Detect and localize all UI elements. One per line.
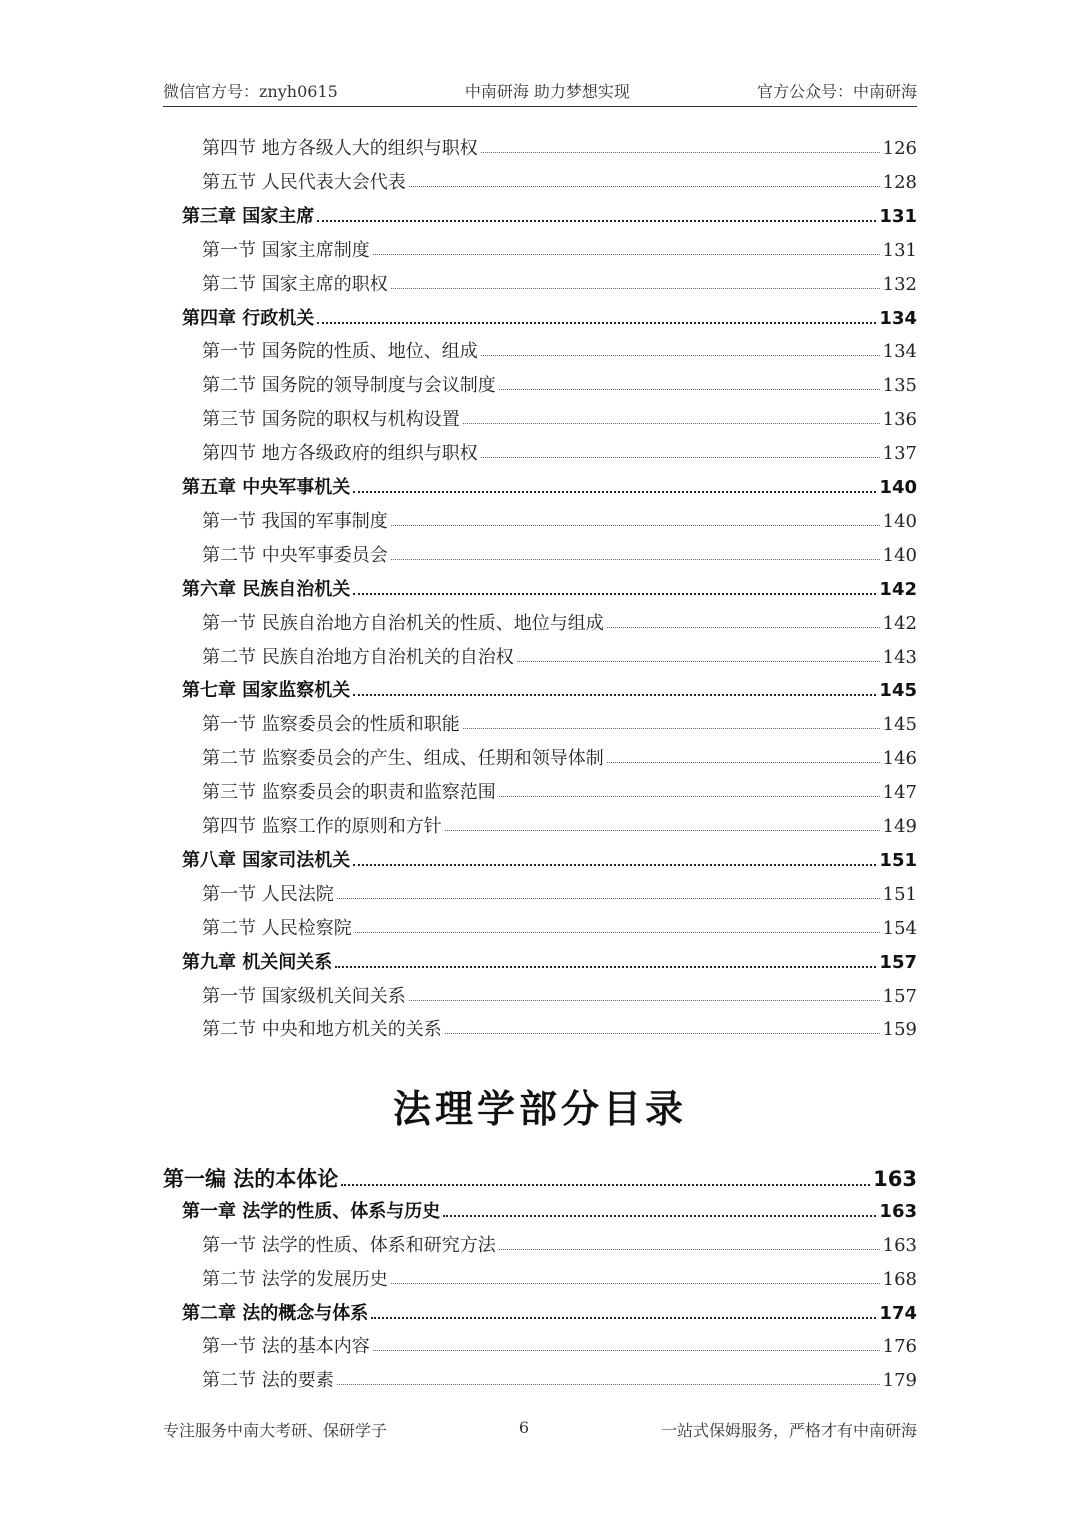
toc-entry-label: 第五节 人民代表大会代表: [202, 171, 406, 193]
toc-entry-label: 第二节 国家主席的职权: [202, 273, 388, 295]
toc-leader-dots: [607, 609, 880, 628]
toc-entry-sec: [202, 744, 917, 774]
toc-entry-page: 163: [882, 1235, 917, 1256]
toc-leader-dots: [607, 744, 880, 763]
toc-entry-page: 142: [882, 612, 917, 634]
toc-entry-label: 第一节 监察委员会的性质和职能: [202, 714, 460, 736]
toc-entry-label: 第一节 民族自治地方自治机关的性质、地位与组成: [202, 612, 604, 634]
toc-entry-ch: [182, 948, 917, 978]
toc-leader-dots: [445, 1015, 880, 1034]
toc-entry-sec: [202, 1231, 917, 1261]
toc-entry-ch: [182, 1299, 917, 1329]
toc-entry-sec: [202, 982, 917, 1012]
toc-entry-ch: [182, 1197, 917, 1227]
toc-entry-page: 176: [882, 1336, 917, 1357]
toc-entry-sec: [202, 134, 917, 164]
toc-leader-dots: [355, 914, 880, 933]
toc-entry-part: [163, 1162, 917, 1196]
toc-leader-dots: [317, 202, 876, 222]
toc-leader-dots: [481, 439, 880, 458]
toc-entry-label: 第一节 国家级机关间关系: [202, 985, 406, 1007]
page-number: 6: [518, 1418, 530, 1437]
toc-entry-page: 145: [882, 714, 917, 736]
toc-leader-dots: [463, 710, 880, 729]
toc-entry-page: 159: [882, 1019, 917, 1041]
toc-entry-label: 第二节 法的要素: [202, 1370, 334, 1391]
toc-leader-dots: [353, 575, 876, 595]
toc-leader-dots: [409, 982, 880, 1001]
toc-entry-page: 179: [882, 1370, 917, 1391]
toc-leader-dots: [371, 1299, 876, 1319]
toc-entry-label: 第二节 人民检察院: [202, 917, 352, 939]
toc-entry-page: 168: [882, 1269, 917, 1290]
section-heading: 法理学部分目录: [392, 1087, 687, 1131]
toc-leader-dots: [499, 371, 880, 390]
toc-entry-sec: [202, 439, 917, 469]
toc-leader-dots: [481, 337, 880, 356]
toc-entry-page: 131: [882, 239, 917, 261]
toc-entry-label: 第六章 民族自治机关: [182, 578, 351, 600]
toc-leader-dots: [391, 541, 880, 560]
toc-entry-sec: [202, 507, 917, 537]
toc-entry-sec: [202, 541, 917, 571]
footer-right: 一站式保姆服务，严格才有中南研海: [660, 1421, 917, 1440]
toc-entry-label: 第三节 国务院的职权与机构设置: [202, 409, 460, 431]
toc-entry-label: 第一编 法的本体论: [163, 1167, 339, 1191]
toc-entry-label: 第一章 法学的性质、体系与历史: [182, 1201, 441, 1222]
toc-entry-sec: [202, 609, 917, 639]
toc-entry-label: 第二节 民族自治地方自治机关的自治权: [202, 646, 514, 668]
toc-entry-sec: [202, 643, 917, 673]
toc-entry-page: 143: [882, 646, 917, 668]
toc-entry-label: 第四节 地方各级人大的组织与职权: [202, 138, 478, 159]
toc-leader-dots: [373, 236, 880, 255]
toc-entry-page: 151: [882, 883, 917, 905]
toc-entry-sec: [202, 1015, 917, 1045]
toc-entry-label: 第四节 地方各级政府的组织与职权: [202, 443, 478, 465]
toc-entry-sec: [202, 371, 917, 401]
toc-entry-page: 145: [879, 680, 917, 702]
toc-entry-page: 134: [882, 341, 917, 363]
toc-entry-page: 163: [873, 1167, 917, 1191]
toc-entry-label: 第一节 法学的性质、体系和研究方法: [202, 1235, 496, 1256]
toc-entry-sec: [202, 812, 917, 842]
toc-entry-label: 第一节 法的基本内容: [202, 1336, 370, 1357]
toc-entry-label: 第七章 国家监察机关: [182, 680, 351, 702]
page-footer: [163, 1418, 917, 1441]
toc-entry-page: 149: [882, 816, 917, 837]
toc-entry-sec: [202, 1265, 917, 1295]
toc-entry-label: 第二节 法学的发展历史: [202, 1269, 388, 1290]
toc-entry-label: 第五章 中央军事机关: [182, 477, 351, 498]
toc-leader-dots: [353, 676, 876, 696]
toc-entry-page: 157: [882, 985, 917, 1007]
toc-entry-ch: [182, 846, 917, 876]
toc-entry-label: 第四节 监察工作的原则和方针: [202, 816, 442, 837]
toc-entry-page: 140: [882, 544, 917, 566]
toc-entry-label: 第二节 监察委员会的产生、组成、任期和领导体制: [202, 748, 604, 770]
toc-entry-page: 147: [882, 782, 917, 804]
toc-entry-label: 第二节 中央军事委员会: [202, 544, 388, 566]
toc-leader-dots: [391, 1265, 880, 1284]
toc-leader-dots: [335, 948, 876, 968]
toc-entry-ch: [182, 304, 917, 334]
toc-entry-page: 174: [879, 1303, 917, 1324]
toc-leader-dots: [317, 304, 876, 324]
toc-entry-page: 135: [882, 375, 917, 397]
toc-leader-dots: [391, 507, 880, 526]
toc-entry-label: 第一节 我国的军事制度: [202, 510, 388, 532]
toc-entry-page: 126: [882, 138, 917, 159]
toc-entry-sec: [202, 236, 917, 266]
toc-leader-dots: [341, 1162, 870, 1186]
toc-entry-ch: [182, 676, 917, 706]
toc-leader-dots: [443, 1197, 876, 1217]
toc-leader-dots: [409, 168, 880, 187]
toc-entry-label: 第九章 机关间关系: [182, 951, 333, 973]
toc-entry-sec: [202, 880, 917, 910]
toc-leader-dots: [337, 1366, 880, 1385]
toc-entry-label: 第一节 国家主席制度: [202, 239, 370, 261]
toc-entry-label: 第一节 人民法院: [202, 883, 334, 905]
toc-entry-sec: [202, 337, 917, 367]
toc-entry-page: 134: [879, 307, 917, 329]
toc-leader-dots: [353, 473, 876, 493]
toc-entry-ch: [182, 202, 917, 232]
toc-entry-page: 132: [882, 273, 917, 295]
toc-leader-dots: [463, 405, 880, 424]
toc-entry-page: 131: [879, 205, 917, 227]
toc-leader-dots: [391, 270, 880, 289]
toc-entry-sec: [202, 168, 917, 198]
toc-entry-page: 157: [879, 951, 917, 973]
toc-entry-label: 第三章 国家主席: [182, 205, 315, 227]
toc-entry-label: 第二节 中央和地方机关的关系: [202, 1019, 442, 1041]
toc-entry-sec: [202, 1332, 917, 1362]
toc-leader-dots: [445, 812, 880, 831]
toc-entry-page: 128: [882, 171, 917, 193]
toc-entry-label: 第四章 行政机关: [182, 307, 315, 329]
toc-leader-dots: [481, 134, 880, 153]
toc-entry-sec: [202, 914, 917, 944]
footer-left: 专注服务中南大考研、保研学子: [163, 1421, 388, 1440]
toc-entry-sec: [202, 270, 917, 300]
page-header: [163, 76, 917, 107]
toc-entry-label: 第二章 法的概念与体系: [182, 1303, 369, 1324]
toc-entry-page: 142: [879, 578, 917, 600]
toc-leader-dots: [517, 643, 880, 662]
toc-entry-label: 第一节 国务院的性质、地位、组成: [202, 341, 478, 363]
toc-entry-label: 第三节 监察委员会的职责和监察范围: [202, 782, 496, 804]
toc-entry-page: 146: [882, 748, 917, 770]
toc-entry-page: 140: [879, 477, 917, 498]
toc-entry-page: 136: [882, 409, 917, 431]
toc-entry-sec: [202, 778, 917, 808]
toc-entry-page: 137: [882, 443, 917, 465]
toc-entry-page: 151: [879, 849, 917, 871]
toc-entry-ch: [182, 575, 917, 605]
toc-leader-dots: [353, 846, 876, 866]
toc-entry-sec: [202, 710, 917, 740]
toc-entry-sec: [202, 405, 917, 435]
header-right: 官方公众号：中南研海: [756, 82, 917, 101]
toc-entry-page: 154: [882, 917, 917, 939]
toc-entry-page: 140: [882, 510, 917, 532]
toc-leader-dots: [373, 1332, 880, 1351]
toc-leader-dots: [499, 1231, 880, 1250]
toc-entry-ch: [182, 473, 917, 503]
toc-entry-page: 163: [879, 1201, 917, 1222]
toc-entry-label: 第二节 国务院的领导制度与会议制度: [202, 375, 496, 397]
header-left: 微信官方号：znyh0615: [163, 82, 338, 101]
toc-leader-dots: [337, 880, 880, 899]
toc-entry-sec: [202, 1366, 917, 1396]
toc-leader-dots: [499, 778, 880, 797]
header-center: 中南研海 助力梦想实现: [464, 82, 630, 101]
toc-entry-label: 第八章 国家司法机关: [182, 849, 351, 871]
